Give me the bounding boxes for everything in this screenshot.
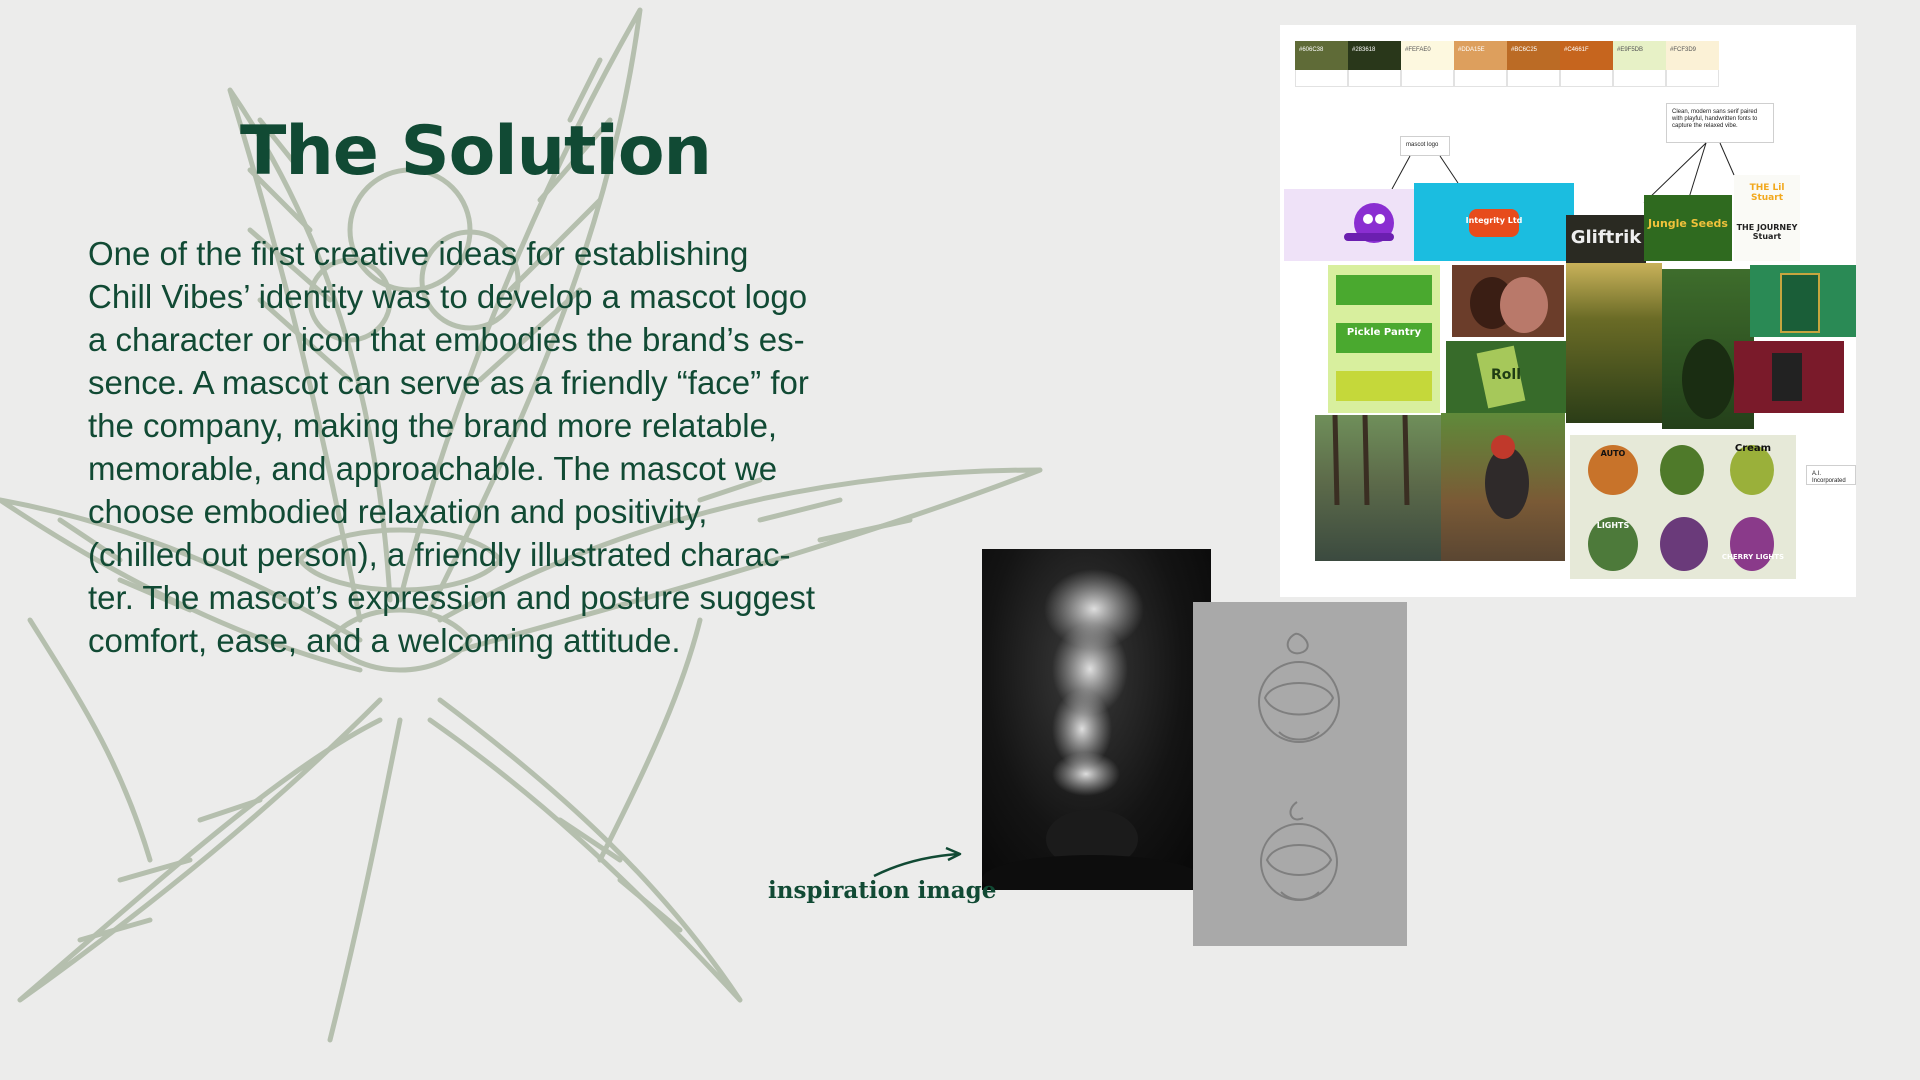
pickle-pantry-tile: Pickle Pantry [1328,265,1440,413]
weed-bag-tile [1750,265,1856,337]
color-swatch: #FCF3D9 [1666,41,1719,87]
body-line: choose embodied relaxation and positivity, [88,493,708,530]
color-swatch: #BC6C25 [1507,41,1560,87]
woman-photo-tile [1441,413,1565,561]
curved-arrow-icon [872,846,964,880]
smoke-photo [982,549,1211,890]
couple-photo-tile [1452,265,1564,337]
typography-note: Clean, modern sans serif paired with playful, handwritten fonts to capture the relaxed vibe. [1666,103,1774,143]
moodboard-image [1280,25,1856,597]
body-line: One of the first creative ideas for establishing [88,235,749,272]
red-package-tile [1734,341,1844,413]
body-line: ter. The mascot’s expression and posture suggest [88,579,816,616]
body-line: memorable, and approachable. The mascot we [88,450,778,487]
river-photo-tile [1315,415,1441,561]
color-swatch: #E9F5DB [1613,41,1666,87]
body-paragraph [88,232,888,662]
color-swatch: #C4661F [1560,41,1613,87]
color-swatch: #283618 [1348,41,1401,87]
body-line: comfort, ease, and a welcoming attitude. [88,622,681,659]
monkey-logo-tile [1284,189,1414,261]
body-line: (chilled out person), a friendly illustrated charac- [88,536,791,573]
body-line: Chill Vibes’ identity was to develop a mascot logo [88,278,808,315]
mascot-logo-note: mascot logo [1400,136,1450,156]
color-swatch: #606C38 [1295,41,1348,87]
jungle-seeds-tile: Jungle Seeds [1644,195,1732,261]
color-swatch: #DDA15E [1454,41,1507,87]
inspiration-caption: inspiration image [768,877,997,904]
gliftrik-tile: Gliftrik [1566,215,1646,263]
page-title: The Solution [240,112,711,191]
color-swatch: #FEFAE0 [1401,41,1454,87]
lil-stuart-tile: THE Lil Stuart THE JOURNEY Stuart [1734,175,1800,261]
mascot-sketch-image [1193,602,1407,946]
roll-tag-tile: Roll [1446,341,1566,413]
body-line: the company, making the brand more relatable, [88,407,778,444]
body-line: sence. A mascot can serve as a friendly “face” for [88,364,809,401]
strain-stickers-tile: AUTO Cream LIGHTS CHERRY LIGHTS [1570,435,1796,579]
forest-light-tile [1566,263,1662,423]
body-line: a character or icon that embodies the brand’s es- [88,321,805,358]
integrity-logo-tile: Integrity Ltd [1414,183,1574,261]
ai-note: A.I. Incorporated [1806,465,1856,485]
